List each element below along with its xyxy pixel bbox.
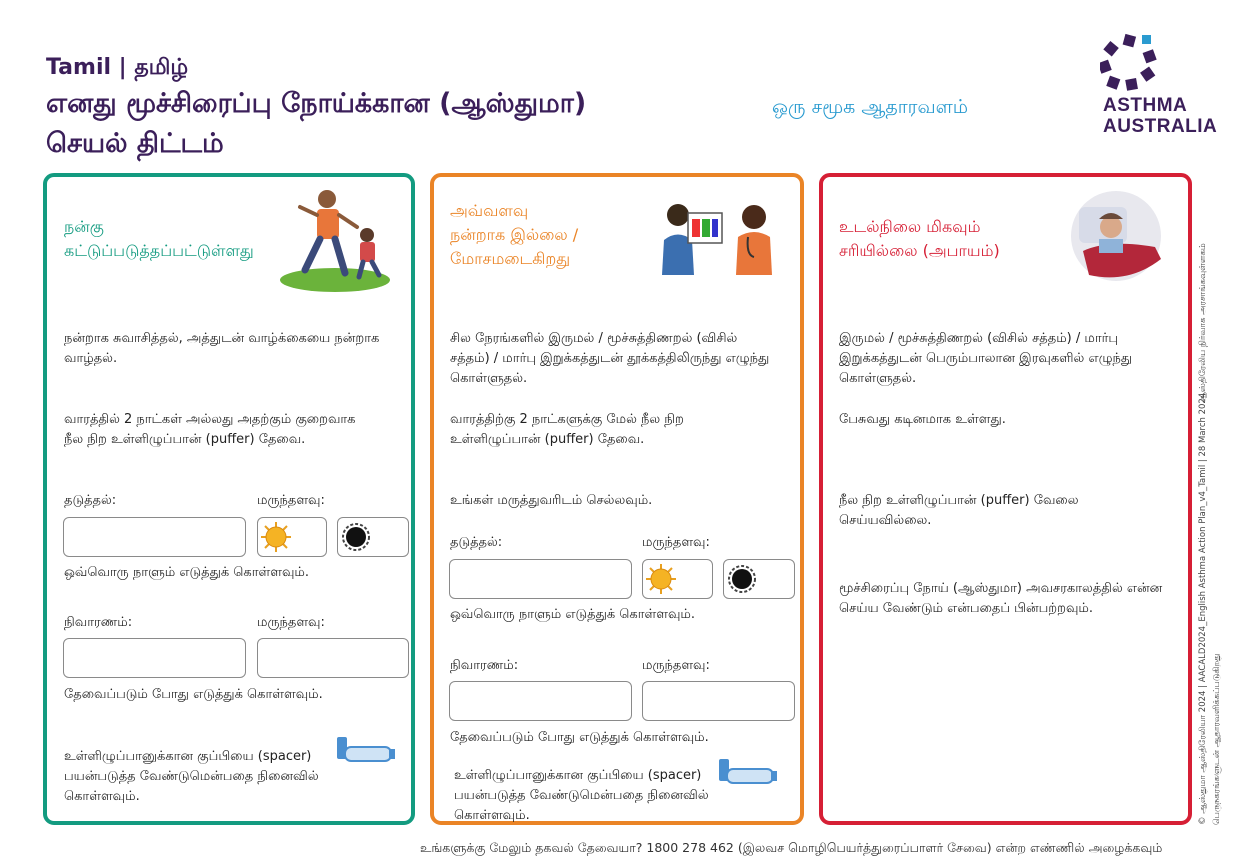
running-family-illustration bbox=[275, 185, 393, 293]
reliever-dose-input[interactable] bbox=[642, 681, 795, 721]
reliever-input[interactable] bbox=[63, 638, 246, 678]
relief-label: நிவாரணம்: bbox=[450, 658, 519, 673]
prevent-label: தடுத்தல்: bbox=[64, 493, 117, 508]
language-label: Tamil | தமிழ் bbox=[46, 55, 189, 80]
reliever-frequency-text: வாரத்திற்கு 2 நாட்களுக்கு மேல் நீல நிற உள்ளிழுப்பான் (puffer) தேவை. bbox=[450, 412, 684, 447]
side-credit-line1: ஆஸ்திரேலிய நிர்வாக அரசாங்கவுள்ளகம் bbox=[1198, 243, 1208, 403]
emergency-instruction: மூச்சிரைப்பு நோய் (ஆஸ்துமா) அவசரகாலத்தில் என்ன செய்ய வேண்டும் என்பதைப் பின்பற்றவும். bbox=[839, 581, 1163, 616]
daily-instruction: ஒவ்வொரு நாளும் எடுத்துக் கொள்ளவும். bbox=[450, 607, 696, 622]
reliever-dose-input[interactable] bbox=[257, 638, 409, 678]
inhaler-spacer-icon bbox=[333, 735, 397, 769]
symptom-text: சில நேரங்களில் இருமல் / மூச்சுத்திணறல் (விசில் சத்தம்) / மார்பு இறுக்கத்துடன் தூக்கத்திலிருந்து எழுந்து கொள்ளுதல். bbox=[450, 331, 770, 386]
preventer-input[interactable] bbox=[63, 517, 246, 557]
side-credit-line3: பெருநகரங்களுடன் ஆதாரவளிக்கப்படுகிறது bbox=[1212, 653, 1222, 825]
morning-dose-input[interactable] bbox=[642, 559, 713, 599]
inhaler-spacer-icon bbox=[715, 757, 779, 791]
doctor-visit-illustration bbox=[656, 195, 791, 277]
subtitle: ஒரு சமூக ஆதாரவளம் bbox=[772, 96, 969, 118]
page-title-line2: செயல் திட்டம் bbox=[46, 128, 224, 159]
panel-heading bbox=[450, 199, 578, 271]
hard-to-speak-text: பேசுவது கடினமாக உள்ளது. bbox=[839, 412, 1006, 427]
panel-heading bbox=[839, 215, 1000, 263]
reliever-not-working-text: நீல நிற உள்ளிழுப்பான் (puffer) வேலை செய்யவில்லை. bbox=[839, 493, 1079, 528]
logo-text-line2: AUSTRALIA bbox=[1103, 116, 1218, 137]
dose-label: மருந்தளவு: bbox=[642, 658, 710, 673]
dose-label: மருந்தளவு: bbox=[642, 535, 710, 550]
well-controlled-panel bbox=[43, 173, 415, 825]
very-unwell-panel bbox=[819, 173, 1192, 825]
not-so-good-panel bbox=[430, 173, 804, 825]
panel-heading-line1: அவ்வளவு bbox=[450, 201, 529, 220]
night-dose-input[interactable] bbox=[337, 517, 409, 557]
as-needed-instruction: தேவைப்படும் போது எடுத்துக் கொள்ளவும். bbox=[64, 687, 323, 702]
dose-label: மருந்தளவு: bbox=[257, 615, 325, 630]
logo-text bbox=[1103, 95, 1217, 137]
morning-dose-input[interactable] bbox=[257, 517, 327, 557]
panel-heading-line1: நன்கு bbox=[64, 217, 104, 236]
panel-heading-line2: நன்றாக இல்லை / bbox=[450, 225, 579, 244]
preventer-input[interactable] bbox=[449, 559, 632, 599]
prevent-label: தடுத்தல்: bbox=[450, 535, 503, 550]
panel-heading-line2: கட்டுப்படுத்தப்பட்டுள்ளது bbox=[64, 241, 254, 260]
spacer-reminder: உள்ளிழுப்பானுக்கான குப்பியை (spacer) பயன்படுத்த வேண்டுமென்பதை நினைவில் கொள்ளவும். bbox=[64, 749, 319, 804]
spacer-reminder: உள்ளிழுப்பானுக்கான குப்பியை (spacer) பயன்படுத்த வேண்டுமென்பதை நினைவில் கொள்ளவும். bbox=[454, 768, 709, 823]
relief-label: நிவாரணம்: bbox=[64, 615, 133, 630]
reliever-input[interactable] bbox=[449, 681, 632, 721]
daily-instruction: ஒவ்வொரு நாளும் எடுத்துக் கொள்ளவும். bbox=[64, 565, 310, 580]
reliever-frequency-text: வாரத்தில் 2 நாட்கள் அல்லது அதற்கும் குறைவாக நீல நிற உள்ளிழுப்பான் (puffer) தேவை. bbox=[64, 412, 356, 447]
panel-heading bbox=[64, 215, 254, 263]
panel-heading-line2: சரியில்லை (அபாயம்) bbox=[839, 241, 1000, 260]
sick-person-illustration bbox=[1069, 189, 1164, 284]
see-doctor-text: உங்கள் மருத்துவரிடம் செல்லவும். bbox=[450, 493, 653, 508]
as-needed-instruction: தேவைப்படும் போது எடுத்துக் கொள்ளவும். bbox=[450, 730, 709, 745]
sun-icon bbox=[645, 563, 677, 595]
moon-icon bbox=[340, 521, 372, 553]
asthma-australia-logo bbox=[1100, 33, 1195, 95]
side-credits bbox=[1196, 225, 1234, 825]
sun-icon bbox=[260, 521, 292, 553]
footer-help-text: உங்களுக்கு மேலும் தகவல் தேவையா? 1800 278 462 (இலவச மொழிபெயர்த்துரைப்பாளர் சேவை) என்ற எண்ணில் அழைக்கவும் bbox=[420, 840, 1163, 855]
symptom-text: இருமல் / மூச்சுத்திணறல் (விசில் சத்தம்) / மார்பு இறுக்கத்துடன் பெரும்பாலான இரவுகளில் எழுந்து கொள்ளுதல். bbox=[839, 331, 1133, 386]
night-dose-input[interactable] bbox=[723, 559, 795, 599]
page-title-line1: எனது மூச்சிரைப்பு நோய்க்கான (ஆஸ்துமா) bbox=[46, 88, 587, 119]
logo-text-line1: ASTHMA bbox=[1103, 95, 1188, 116]
logo-mark-icon bbox=[1100, 33, 1160, 91]
moon-icon bbox=[726, 563, 758, 595]
panel-heading-line3: மோசமடைகிறது bbox=[450, 249, 571, 268]
dose-label: மருந்தளவு: bbox=[257, 493, 325, 508]
symptom-text: நன்றாக சுவாசித்தல், அத்துடன் வாழ்க்கையை நன்றாக வாழ்தல். bbox=[64, 331, 380, 366]
panel-heading-line1: உடல்நிலை மிகவும் bbox=[839, 217, 981, 236]
side-credit-line2: © ஆஸ்துமா ஆஸ்திரேலியா 2024 | AACALD2024_English Asthma Action Plan_v4_Tamil | 28 March 2024 bbox=[1198, 392, 1208, 825]
